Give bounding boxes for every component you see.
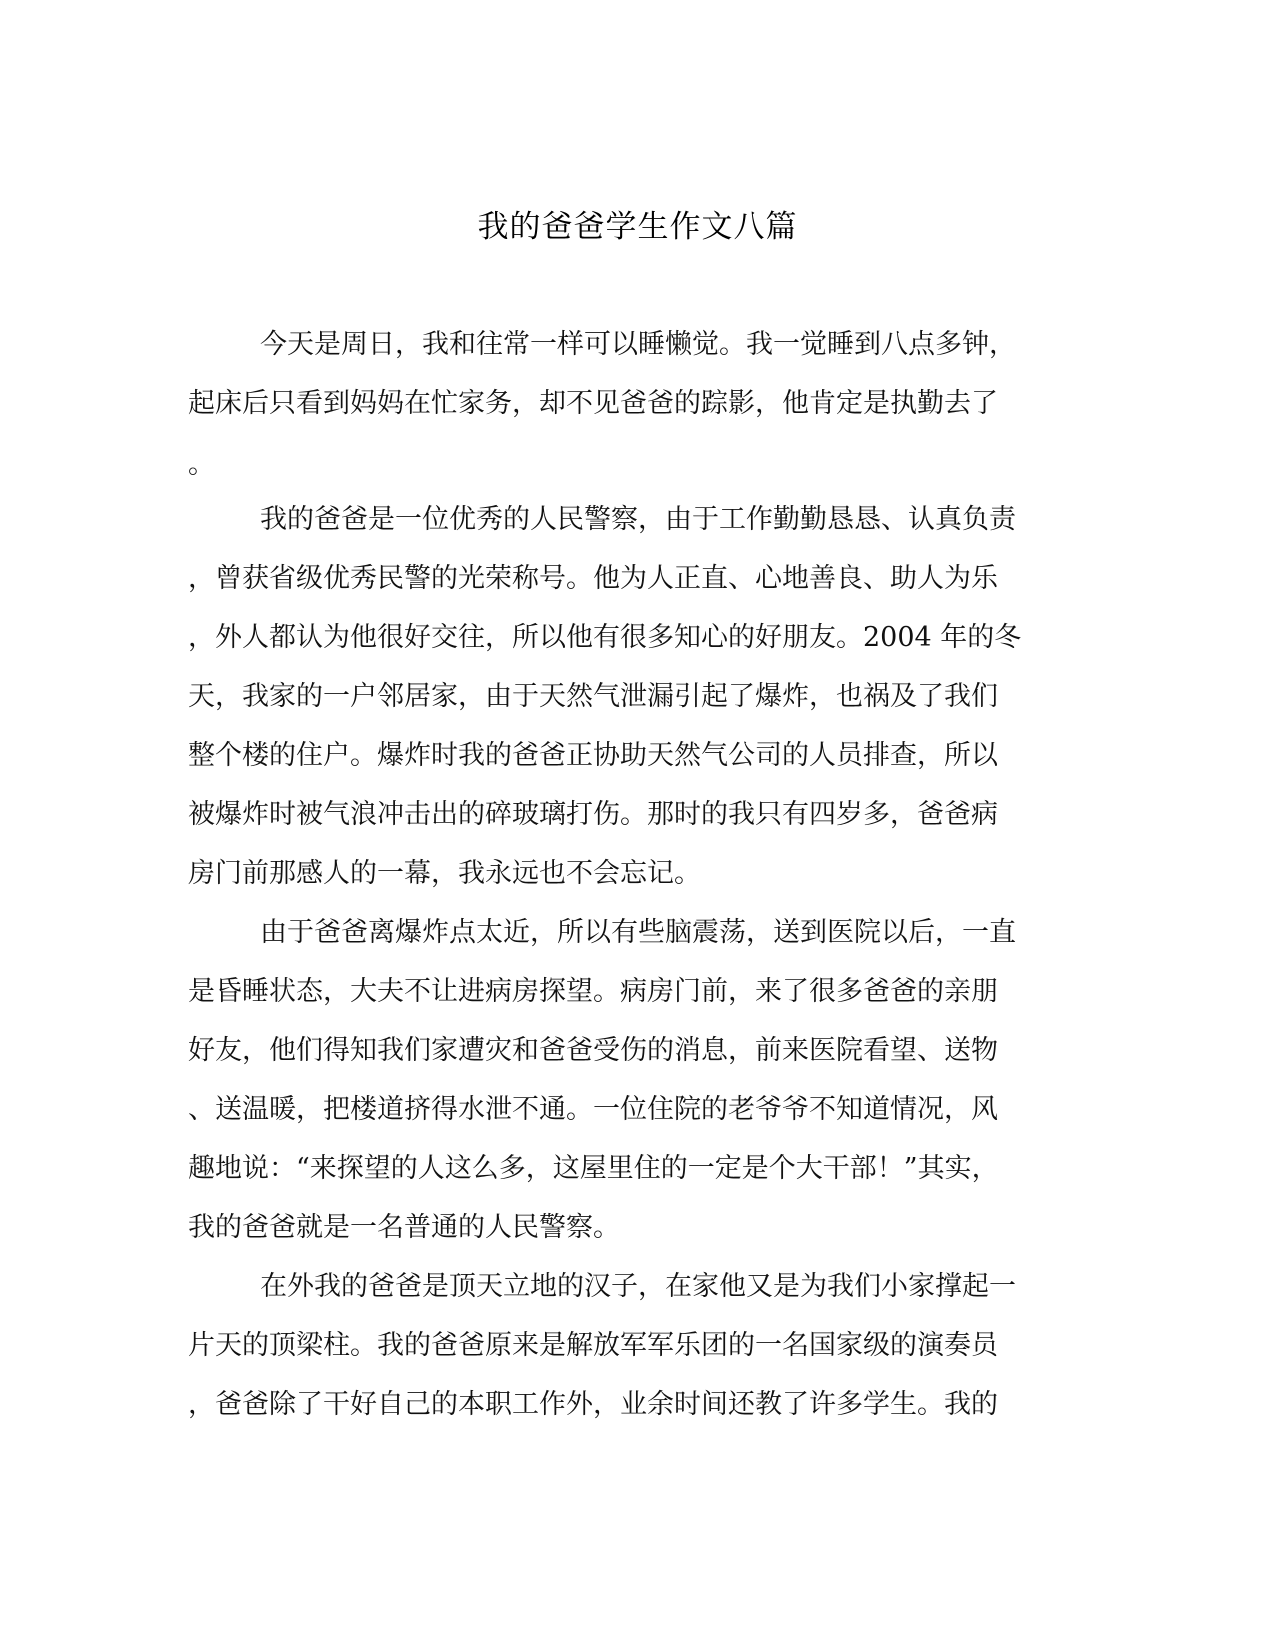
text-line: 我的爸爸是一位优秀的人民警察，由于工作勤勤恳恳、认真负责 [260,504,1016,535]
text-line: ，曾获省级优秀民警的光荣称号。他为人正直、心地善良、助人为乐 [188,563,998,594]
text-line: 整个楼的住户。爆炸时我的爸爸正协助天然气公司的人员排查，所以 [188,740,998,771]
text-line: ，爸爸除了干好自己的本职工作外，业余时间还教了许多学生。我的 [188,1389,998,1420]
text-line: 是昏睡状态，大夫不让进病房探望。病房门前，来了很多爸爸的亲朋 [188,976,998,1007]
text-line: 趣地说：“来探望的人这么多，这屋里住的一定是个大干部！”其实， [188,1153,999,1184]
text-line: 被爆炸时被气浪冲击出的碎玻璃打伤。那时的我只有四岁多，爸爸病 [188,799,998,830]
text-line: 在外我的爸爸是顶天立地的汉子，在家他又是为我们小家撑起一 [260,1271,1016,1302]
text-line: 由于爸爸离爆炸点太近，所以有些脑震荡，送到医院以后，一直 [260,917,1016,948]
text-line: 房门前那感人的一幕，我永远也不会忘记。 [188,858,701,889]
text-line: 片天的顶梁柱。我的爸爸原来是解放军军乐团的一名国家级的演奏员 [188,1330,998,1361]
text-line: ，外人都认为他很好交往，所以他有很多知心的好朋友。2004 年的冬 [188,622,1022,653]
text-line: 我的爸爸就是一名普通的人民警察。 [188,1212,620,1243]
text-line: 、送温暖，把楼道挤得水泄不通。一位住院的老爷爷不知道情况，风 [188,1094,998,1125]
text-line: 起床后只看到妈妈在忙家务，却不见爸爸的踪影，他肯定是执勤去了 [188,388,998,419]
text-line: 好友，他们得知我们家遭灾和爸爸受伤的消息，前来医院看望、送物 [188,1035,998,1066]
text-line: 天，我家的一户邻居家，由于天然气泄漏引起了爆炸，也祸及了我们 [188,681,998,712]
text-line: 今天是周日，我和往常一样可以睡懒觉。我一觉睡到八点多钟， [260,329,1016,360]
text-line: 。 [188,449,215,480]
document-title: 我的爸爸学生作文八篇 [477,209,798,245]
